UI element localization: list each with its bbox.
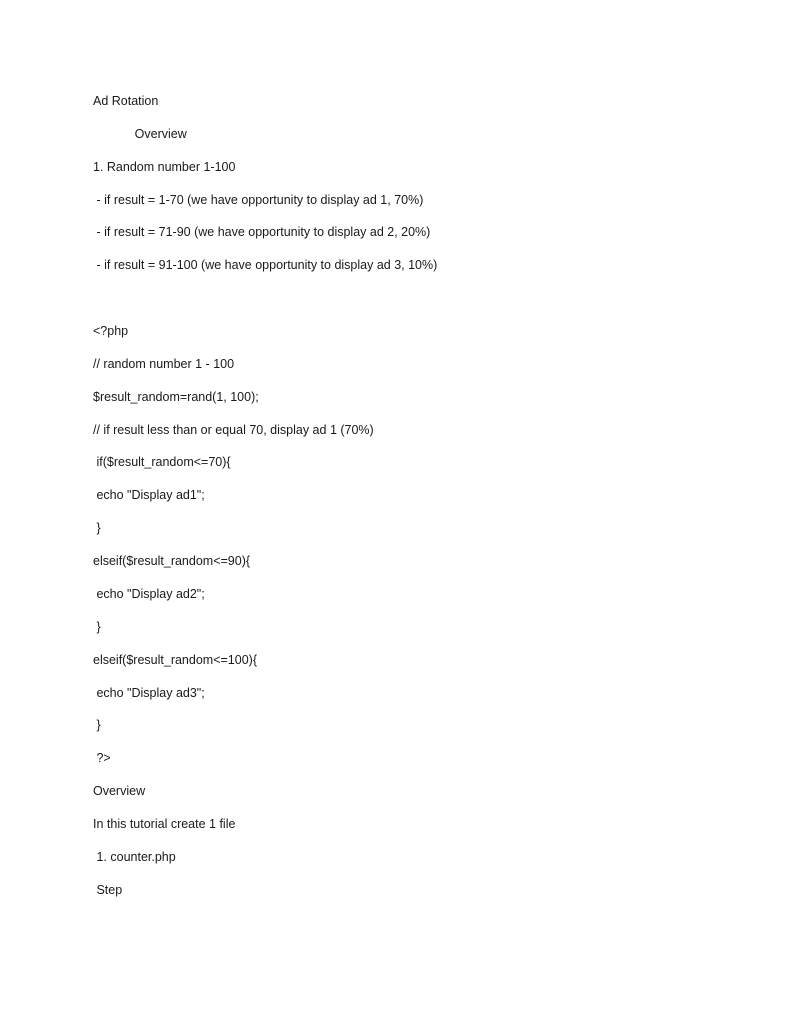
tutorial-intro: In this tutorial create 1 file bbox=[93, 817, 236, 831]
code-close-brace-3: } bbox=[93, 718, 101, 732]
step-heading: Step bbox=[93, 883, 123, 897]
rule-ad-1: - if result = 1-70 (we have opportunity to display ad 1, 70%) bbox=[93, 193, 424, 207]
code-php-close: ?> bbox=[93, 751, 111, 765]
step-random-number: 1. Random number 1-100 bbox=[93, 160, 236, 174]
doc-title: Ad Rotation bbox=[93, 94, 159, 108]
overview-heading: Overview bbox=[93, 127, 187, 141]
code-elseif-90: elseif($result_random<=90){ bbox=[93, 554, 251, 568]
code-elseif-100: elseif($result_random<=100){ bbox=[93, 653, 257, 667]
rule-ad-3: - if result = 91-100 (we have opportunity to display ad 3, 10%) bbox=[93, 258, 438, 272]
code-close-brace-2: } bbox=[93, 620, 101, 634]
code-echo-ad3: echo "Display ad3"; bbox=[93, 686, 205, 700]
code-close-brace-1: } bbox=[93, 521, 101, 535]
code-php-open: <?php bbox=[93, 324, 129, 338]
rule-ad-2: - if result = 71-90 (we have opportunity to display ad 2, 20%) bbox=[93, 225, 431, 239]
code-echo-ad1: echo "Display ad1"; bbox=[93, 488, 205, 502]
code-rand-assign: $result_random=rand(1, 100); bbox=[93, 390, 259, 404]
code-comment-random: // random number 1 - 100 bbox=[93, 357, 235, 371]
code-comment-if: // if result less than or equal 70, display ad 1 (70%) bbox=[93, 423, 374, 437]
code-echo-ad2: echo "Display ad2"; bbox=[93, 587, 205, 601]
file-list-item: 1. counter.php bbox=[93, 850, 176, 864]
code-if-70: if($result_random<=70){ bbox=[93, 455, 231, 469]
overview-section-title: Overview bbox=[93, 784, 146, 798]
